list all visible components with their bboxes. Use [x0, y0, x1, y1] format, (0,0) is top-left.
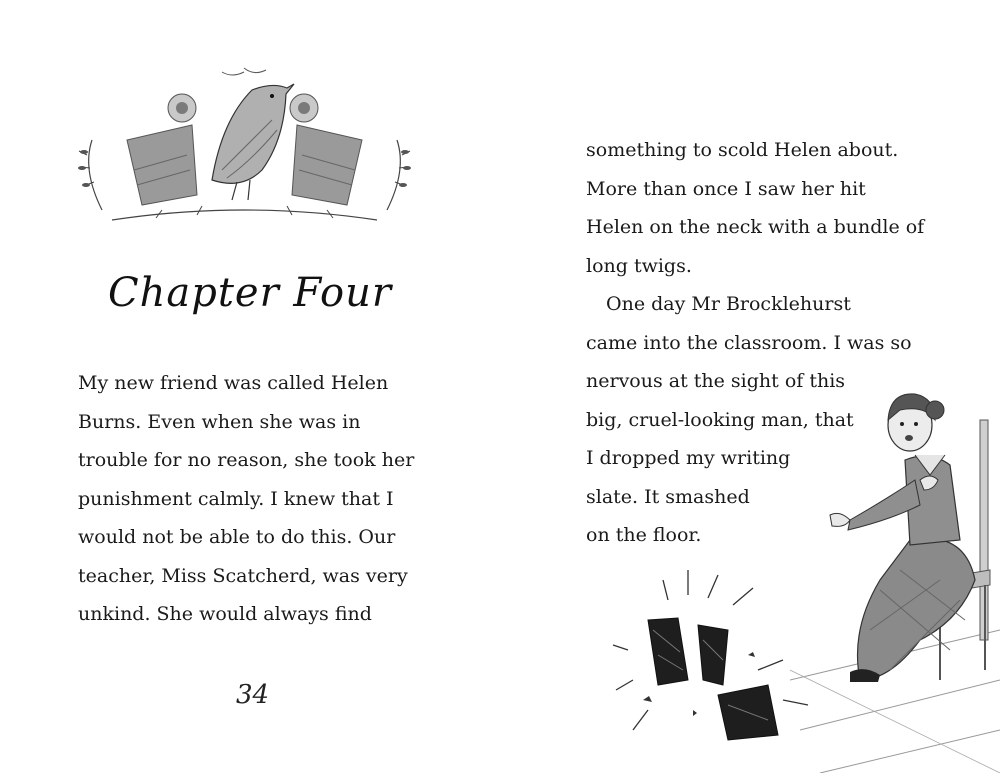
- bird-ornament-illustration: [72, 60, 417, 235]
- left-body-text: [78, 364, 414, 634]
- text-line: More than once I saw her hit: [586, 177, 866, 200]
- text-line: punishment calmly. I knew that I: [78, 487, 394, 510]
- text-line: big, cruel-looking man, that: [586, 408, 854, 431]
- text-line: Burns. Even when she was in: [78, 410, 361, 433]
- text-line: something to scold Helen about.: [586, 139, 899, 161]
- page-number: 34: [236, 680, 270, 710]
- text-line: One day Mr Brocklehurst: [606, 293, 851, 315]
- text-line: My new friend was called Helen: [78, 372, 389, 394]
- right-page: [500, 0, 1000, 773]
- text-line: on the floor.: [586, 524, 702, 546]
- girl-on-chair-illustration: [790, 380, 1000, 773]
- text-line: teacher, Miss Scatcherd, was very: [78, 564, 408, 587]
- text-line: long twigs.: [586, 254, 692, 277]
- text-line: slate. It smashed: [586, 485, 750, 508]
- text-line: Helen on the neck with a bundle of: [586, 216, 925, 238]
- text-line: came into the classroom. I was so: [586, 331, 912, 354]
- text-line: trouble for no reason, she took her: [78, 449, 415, 471]
- text-line: nervous at the sight of this: [586, 370, 846, 392]
- smashed-slate-illustration: [608, 560, 818, 770]
- chapter-title: Chapter Four: [108, 270, 392, 316]
- text-line: I dropped my writing: [586, 447, 791, 469]
- text-line: would not be able to do this. Our: [78, 526, 396, 548]
- text-line: unkind. She would always find: [78, 603, 372, 625]
